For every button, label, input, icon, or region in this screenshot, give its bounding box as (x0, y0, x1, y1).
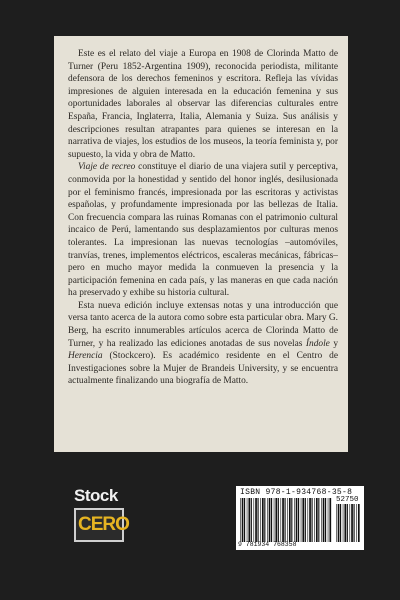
barcode-bar (347, 504, 348, 542)
barcode-bar (340, 504, 341, 542)
barcode-bar (312, 498, 313, 542)
barcode-bar (350, 504, 351, 542)
barcode-bar (247, 498, 248, 542)
barcode-bar (262, 498, 264, 542)
barcode-bar (271, 498, 272, 542)
logo-word-cero: CERO (78, 514, 129, 535)
blurb-paragraph-3: Esta nueva edición incluye extensas notas y una introducción que versa tanto acerca de la autora como sobre esta particular obra. Mary G. Berg, ha escrito innumerables artículos acerca de Clorinda Matto de Turner, y ha realizado las ediciones anotadas de sus novelas Índole y Herencia (Stockcero). Es académico residente en el Centro de Investigaciones sobre la Mujer de Brandeis University, y se encuentra actualmente finalizando una biografía de Matto. (68, 300, 339, 387)
isbn-barcode (236, 486, 364, 550)
barcode-bar (308, 498, 309, 542)
barcode-bar (282, 498, 284, 542)
barcode-bar (278, 498, 279, 542)
barcode-bar (321, 498, 322, 542)
barcode-bar (298, 498, 299, 542)
barcode-bar (302, 498, 304, 542)
barcode-bar (314, 498, 315, 542)
barcode-bar (248, 498, 250, 542)
barcode-bar (344, 504, 346, 542)
barcode-bar (281, 498, 282, 542)
barcode-bar (329, 498, 331, 542)
ean-digits: 9 781934 768358 (238, 541, 297, 548)
barcode-bar (255, 498, 257, 542)
barcode-bar (274, 498, 275, 542)
barcode-bar (343, 504, 344, 542)
barcode-bar (358, 504, 360, 542)
barcode-bar (336, 504, 337, 542)
barcode-bar (354, 504, 355, 542)
barcode-bar (289, 498, 291, 542)
barcode-bar (305, 498, 306, 542)
stockcero-logo (74, 486, 129, 548)
back-cover-text-panel (54, 36, 348, 452)
barcode-bar (242, 498, 244, 542)
barcode-bar (316, 498, 318, 542)
ean-barcode-bars (240, 498, 332, 542)
barcode-bar (309, 498, 311, 542)
barcode-bar (351, 504, 353, 542)
barcode-bar (269, 498, 271, 542)
barcode-bar (254, 498, 255, 542)
barcode-bar (294, 498, 295, 542)
barcode-bar (325, 498, 326, 542)
barcode-bar (356, 504, 357, 542)
barcode-bar (291, 498, 292, 542)
logo-cero-box (74, 508, 129, 542)
barcode-bar (328, 498, 329, 542)
barcode-bar (338, 504, 340, 542)
barcode-bar (267, 498, 268, 542)
barcode-bar (240, 498, 241, 542)
logo-word-stock: Stock (74, 486, 118, 505)
barcode-bar (264, 498, 265, 542)
barcode-bar (258, 498, 259, 542)
barcode-bar (296, 498, 298, 542)
barcode-bar (251, 498, 252, 542)
addon-barcode-bars (336, 504, 360, 542)
barcode-bar (318, 498, 319, 542)
barcode-bar (285, 498, 286, 542)
blurb-paragraph-2: Viaje de recreo constituye el diario de una viajera sutil y perceptiva, conmovida por la honestidad y sentido del honor inglés, desilusionada por el feminismo francés, impresionada por las escritoras y activistas españolas, y profundamente impresionada por las bellezas de Italia. Con frecuencia compara las ruinas Romanas con el patrimonio cultural incaico de Perú, lamentando sus desplazamientos por culturas menos tolerantes. La impresionan las nuevas tecnologías –automóviles, tranvías, trenes, implementos eléctricos, escaleras mecánicas, fábricas– pero en mucho mayor medida la conmueven la presencia y la participación femenina en cada país, y las maneras en que cada nación ha preservado y exhibe su historia cultural. (68, 162, 338, 299)
barcode-bar (287, 498, 288, 542)
blurb-paragraph-1: Este es el relato del viaje a Europa en 1908 de Clorinda Matto de Turner (Peru 1852-Argentina 1909), reconocida periodista, militante defensora de los derechos femeninos y escritora. Refleja las vívidas impresiones de alguien interesada en la educación femenina y sus oportunidades laborales al observar las diferencias culturales entre España, Francia, Inglaterra, Italia, Alemania y Suiza. Sus análisis y descripciones resultan atrapantes para quienes se interesan en la narrativa de viajes, los estudios de los museos, la teoría feminista y, por supuesto, la vida y obra de Matto. (68, 49, 338, 160)
barcode-bar (323, 498, 325, 542)
barcode-bar (301, 498, 302, 542)
barcode-bar (244, 498, 245, 542)
barcode-bar (275, 498, 277, 542)
addon-price-number: 52750 (336, 496, 359, 504)
isbn-label: ISBN 978-1-934768-35-8 (240, 488, 353, 497)
barcode-bar (260, 498, 261, 542)
